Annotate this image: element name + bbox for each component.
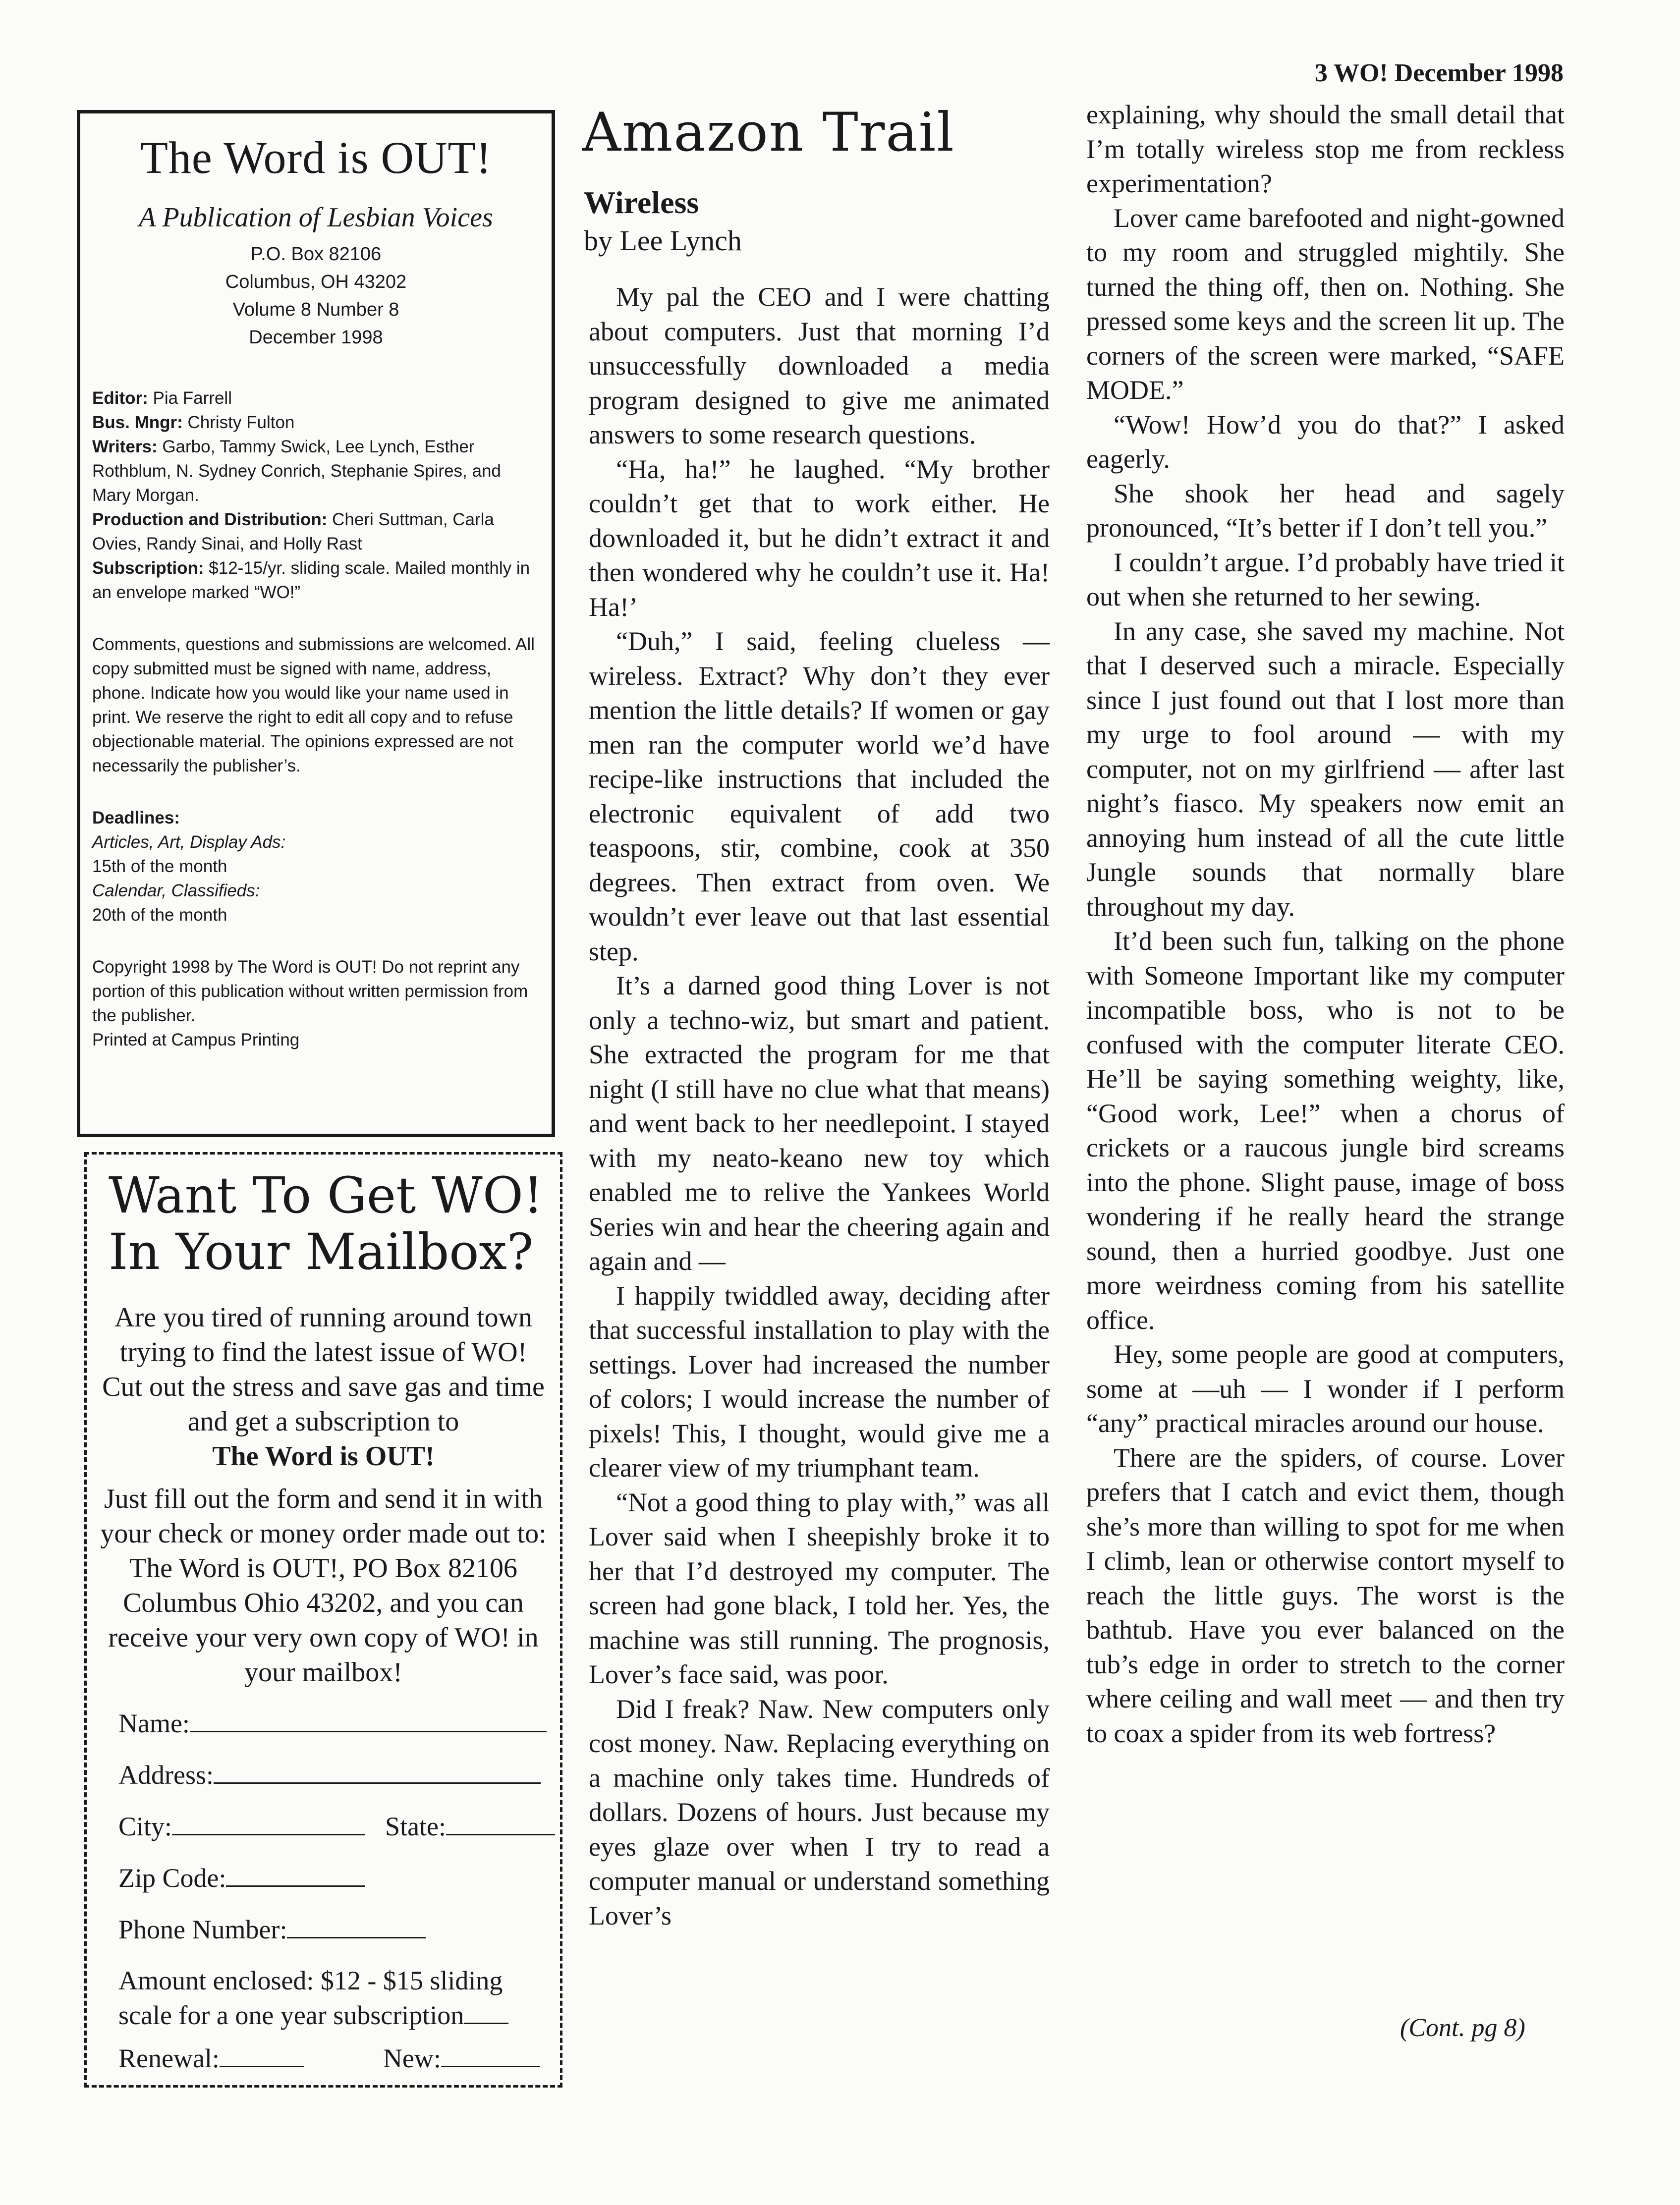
paragraph: It’d been such fun, talking on the phone with Someone Important like my computer incompatible boss, who is not to be confused with the computer literate CEO. He’ll be saying something weighty, like, “Good work, Lee!” when a chorus of crickets or a raucous jungle bird screams into the phone. Slight pause, image of boss wondering if he really heard the strange sound, then a hurried goodbye. Just one more weirdness coming from his satellite office.	[1086, 926, 1565, 1335]
deadline-1-label: Articles, Art, Display Ads:	[92, 832, 286, 852]
copyright-notice: Copyright 1998 by The Word is OUT! Do not reprint any portion of this publication without written permission from the publisher.	[92, 957, 528, 1025]
article-column-1	[589, 280, 1050, 1933]
paragraph: explaining, why should the small detail that I’m totally wireless stop me from reckless experimentation?	[1086, 100, 1565, 198]
paragraph: Hey, some people are good at computers, some at —uh — I wonder if I perform “any” practical miracles around our house.	[1086, 1339, 1565, 1438]
production-line: Production and Distribution: Cheri Suttman, Carla Ovies, Randy Sinai, and Holly Rast	[92, 510, 494, 553]
paragraph: I couldn’t argue. I’d probably have tried it out when she returned to her sewing.	[1086, 547, 1565, 611]
continued-note[interactable]: (Cont. pg 8)	[1400, 2014, 1525, 2042]
paragraph: She shook her head and sagely pronounced, “It’s better if I don’t tell you.”	[1086, 478, 1565, 543]
deadline-2-label: Calendar, Classifieds:	[92, 881, 260, 900]
paragraph: My pal the CEO and I were chatting about computers. Just that morning I’d unsuccessfully downloaded a media program designed to give me animated answers to some research questions.	[589, 282, 1050, 449]
paragraph: “Not a good thing to play with,” was all Lover said when I sheepishly broke it to her that I’d destroyed my computer. The screen had gone black, I told her. Yes, the machine was still running. The prognosis, Lover’s face said, was poor.	[589, 1487, 1050, 1689]
subscription-form-box	[84, 1152, 562, 2088]
phone-field[interactable]: Phone Number:	[99, 1904, 548, 1955]
deadline-1-value: 15th of the month	[92, 857, 227, 876]
article-column-2	[1086, 98, 1565, 1751]
paragraph: It’s a darned good thing Lover is not only a techno-wiz, but smart and patient. She extracted the program for me that night (I still have no clue what that means) and went back to her needlepoint. I stayed with my neato-keano new toy which enabled me to relive the Yankees World Series win and hear the cheering again and again and —	[589, 971, 1050, 1276]
writers-line: Writers: Garbo, Tammy Swick, Lee Lynch, Esther Rothblum, N. Sydney Conrich, Stephanie Spires, and Mary Morgan.	[92, 437, 501, 505]
subscription-line: Subscription: $12-15/yr. sliding scale. Mailed monthly in an envelope marked “WO!”	[92, 558, 530, 602]
masthead-title: The Word is OUT!	[140, 132, 492, 183]
deadline-2-value: 20th of the month	[92, 905, 227, 925]
renewal-new-field[interactable]: Renewal: New:	[99, 2033, 548, 2084]
paragraph: There are the spiders, of course. Lover prefers that I catch and evict them, though she’s more than willing to spot for me when I climb, lean or otherwise contort myself to reach the little guys. The worst is the bathtub. Have you ever balanced on the tub’s edge in order to stretch to the corner where ceiling and wall meet — and then try to coax a spider from its web fortress?	[1086, 1442, 1565, 1748]
paragraph: Lover came barefooted and night-gowned to my room and struggled mightily. She turned the thing off, then on. Nothing. She pressed some keys and the screen lit up. The corners of the screen were marked, “SAFE MODE.”	[1086, 203, 1565, 405]
deadlines	[92, 806, 540, 927]
masthead-address-2: Columbus, OH 43202	[225, 272, 407, 292]
paragraph: “Wow! How’d you do that?” I asked eagerly.	[1086, 409, 1565, 474]
masthead-date: December 1998	[249, 327, 383, 348]
article-byline: by Lee Lynch	[584, 224, 742, 257]
editor-line: Editor: Pia Farrell	[92, 388, 232, 408]
subscribe-instructions: Just fill out the form and send it in with your check or money order made out to: The Word is OUT!, PO Box 82106 Columbus Ohio 43202, and you can receive your very own copy of WO! in your mailbox!	[100, 1484, 547, 1688]
article-subtitle: Wireless	[584, 185, 699, 220]
name-field[interactable]: Name:	[99, 1698, 548, 1749]
paragraph: Did I freak? Naw. New computers only cost money. Naw. Replacing everything on a machine only takes time. Hundreds of dollars. Dozens of hours. Just because my eyes glaze over when I try to read a computer manual or understand something Lover’s	[589, 1694, 1050, 1930]
address-field[interactable]: Address:	[99, 1749, 548, 1801]
staff-list	[92, 386, 540, 605]
subscribe-heading: Want To Get WO! In Your Mailbox?	[109, 1166, 544, 1281]
masthead-address-1: P.O. Box 82106	[250, 244, 382, 265]
subscribe-pitch: Are you tired of running around town trying to find the latest issue of WO! Cut out the stress and save gas and time and get a subscription to The Word is OUT!	[102, 1302, 545, 1472]
city-state-field[interactable]: City: State:	[99, 1801, 548, 1852]
comments-policy: Comments, questions and submissions are welcomed. All copy submitted must be signed with name, address, phone. Indicate how you would like your name used in print. We reserve the right to edit all copy and to refuse objectionable material. The opinions expressed are not necessarily the publisher’s.	[92, 635, 535, 775]
page-header: 3 WO! December 1998	[1314, 59, 1564, 87]
printer-credit: Printed at Campus Printing	[92, 1030, 300, 1049]
paragraph: “Duh,” I said, feeling clueless — wireless. Extract? Why don’t they ever mention the little details? If women or gay men ran the computer world we’d have recipe-like instructions that included the electronic equivalent of add two teaspoons, stir, combine, cook at 350 degrees. Then extract from oven. We wouldn’t ever leave out that last essential step.	[589, 626, 1050, 966]
masthead-box	[77, 110, 555, 1137]
article-title: Amazon Trail	[582, 102, 955, 164]
masthead-volume: Volume 8 Number 8	[232, 299, 399, 320]
busmgr-line: Bus. Mngr: Christy Fulton	[92, 413, 295, 432]
paragraph: In any case, she saved my machine. Not that I deserved such a miracle. Especially since I just found out that I lost more than my urge to fool around — with my computer, not on my girlfriend — after last night’s fiasco. My speakers now emit an annoying hum instead of all the cute little Jungle sounds that normally blare throughout my day.	[1086, 616, 1565, 922]
deadlines-heading: Deadlines:	[92, 808, 180, 827]
paragraph: “Ha, ha!” he laughed. “My brother couldn’t get that to work either. He downloaded it, but he didn’t extract it and then wondered why he couldn’t use it. Ha! Ha!’	[589, 454, 1050, 622]
masthead-subtitle: A Publication of Lesbian Voices	[139, 202, 493, 233]
zip-field[interactable]: Zip Code:	[99, 1852, 548, 1904]
paragraph: I happily twiddled away, deciding after that successful installation to play with the settings. Lover had increased the number of colors; I would increase the number of pixels! This, I thought, would give me a clearer view of my triumphant team.	[589, 1280, 1050, 1483]
amount-field[interactable]: Amount enclosed: $12 - $15 sliding scale for a one year subscription	[99, 1963, 548, 2033]
